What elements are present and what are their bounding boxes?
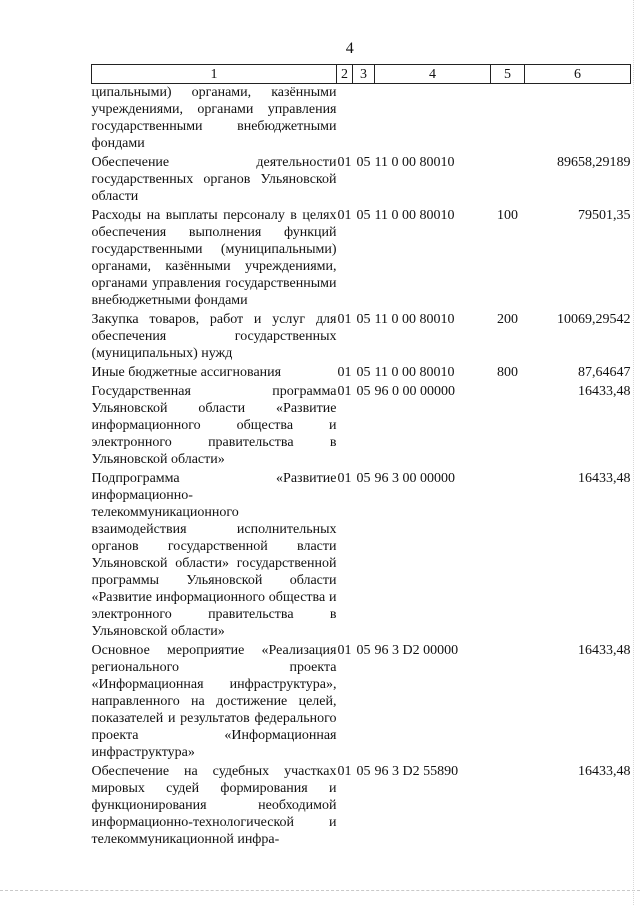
scan-border-right [633, 0, 635, 905]
column-header-3: 3 [353, 65, 375, 84]
page-number: 4 [345, 40, 355, 57]
amount-value: 16433,48 [578, 764, 631, 779]
column-header-5: 5 [491, 65, 525, 84]
section-code: 01 [337, 155, 352, 170]
target-article-code: 11 0 00 80010 [374, 155, 455, 170]
target-article-code: 96 3 D2 00000 [374, 643, 459, 658]
column-header-4: 4 [375, 65, 491, 84]
expense-type-code: 100 [497, 208, 518, 223]
row-description: Подпрограмма «Развитие информационно-телекоммуникационного взаимодействия исполнительных органов государственной власти Ульяновской области» государственной программы Ульяновской области «Развитие информационного общества и электронного правительства в Ульяновской области» [91, 471, 337, 639]
row-description: ципальными) органами, казёнными учреждениями, органами управления государственными внебюджетными фондами [91, 85, 337, 151]
amount-value: 10069,29542 [557, 312, 631, 327]
header-row [92, 65, 631, 84]
table-row [92, 311, 631, 364]
table-row [92, 364, 631, 383]
column-header-2: 2 [337, 65, 353, 84]
subsection-code: 05 [356, 155, 371, 170]
subsection-code: 05 [356, 208, 371, 223]
budget-table [91, 64, 631, 850]
row-description: Обеспечение на судебных участках мировых судей формирования и функционирования необходимой информационно-технологической и телекоммуникационной инфра- [91, 764, 337, 847]
target-article-code: 96 0 00 00000 [374, 384, 455, 399]
subsection-code: 05 [356, 384, 371, 399]
row-description: Государственная программа Ульяновской области «Развитие информационного общества и электронного правительства в Ульяновской области» [91, 384, 337, 467]
amount-value: 16433,48 [578, 471, 631, 486]
section-code: 01 [337, 764, 352, 779]
expense-type-code [491, 642, 525, 763]
expense-type-code [491, 763, 525, 850]
subsection-code: 05 [356, 471, 371, 486]
target-article-code: 11 0 00 80010 [374, 208, 455, 223]
section-code [337, 84, 353, 155]
expense-type-code [491, 84, 525, 155]
table-row [92, 207, 631, 311]
target-article-code: 11 0 00 80010 [374, 312, 455, 327]
amount-value: 87,64647 [578, 365, 631, 380]
table-row [92, 154, 631, 207]
subsection-code: 05 [356, 312, 371, 327]
table-row [92, 642, 631, 763]
row-description: Закупка товаров, работ и услуг для обеспечения государственных (муниципальных) нужд [91, 312, 337, 361]
scan-border-bottom [0, 890, 640, 892]
subsection-code [353, 84, 375, 155]
target-article-code: 96 3 D2 55890 [374, 764, 459, 779]
section-code: 01 [337, 384, 352, 399]
subsection-code: 05 [356, 764, 371, 779]
expense-type-code: 800 [497, 365, 518, 380]
amount-value: 79501,35 [578, 208, 631, 223]
row-description: Расходы на выплаты персоналу в целях обеспечения выполнения функций государственными (муниципальными) органами, казёнными учреждениями, органами управления государственными внебюджетными фондами [91, 208, 337, 308]
expense-type-code: 200 [497, 312, 518, 327]
section-code: 01 [337, 643, 352, 658]
expense-type-code [491, 470, 525, 642]
row-description: Обеспечение деятельности государственных органов Ульяновской области [91, 155, 337, 204]
subsection-code: 05 [356, 643, 371, 658]
table-row [92, 84, 631, 155]
column-header-6: 6 [525, 65, 631, 84]
amount-value: 16433,48 [578, 384, 631, 399]
amount-value: 89658,29189 [557, 155, 631, 170]
target-article-code [375, 84, 491, 155]
section-code: 01 [337, 208, 352, 223]
expense-type-code [491, 383, 525, 470]
section-code: 01 [337, 312, 352, 327]
subsection-code: 05 [356, 365, 371, 380]
column-header-1: 1 [92, 65, 337, 84]
amount-value: 16433,48 [578, 643, 631, 658]
section-code: 01 [337, 471, 352, 486]
row-description: Основное мероприятие «Реализация регионального проекта «Информационная инфраструктура», направленного на достижение целей, показателей и результатов федерального проекта «Информационная инфраструктура» [91, 643, 337, 760]
target-article-code: 96 3 00 00000 [374, 471, 455, 486]
section-code: 01 [337, 365, 352, 380]
table-row [92, 470, 631, 642]
table-row [92, 763, 631, 850]
target-article-code: 11 0 00 80010 [374, 365, 455, 380]
amount-value [525, 84, 631, 155]
expense-type-code [491, 154, 525, 207]
row-description: Иные бюджетные ассигнования [91, 365, 282, 380]
table-row [92, 383, 631, 470]
